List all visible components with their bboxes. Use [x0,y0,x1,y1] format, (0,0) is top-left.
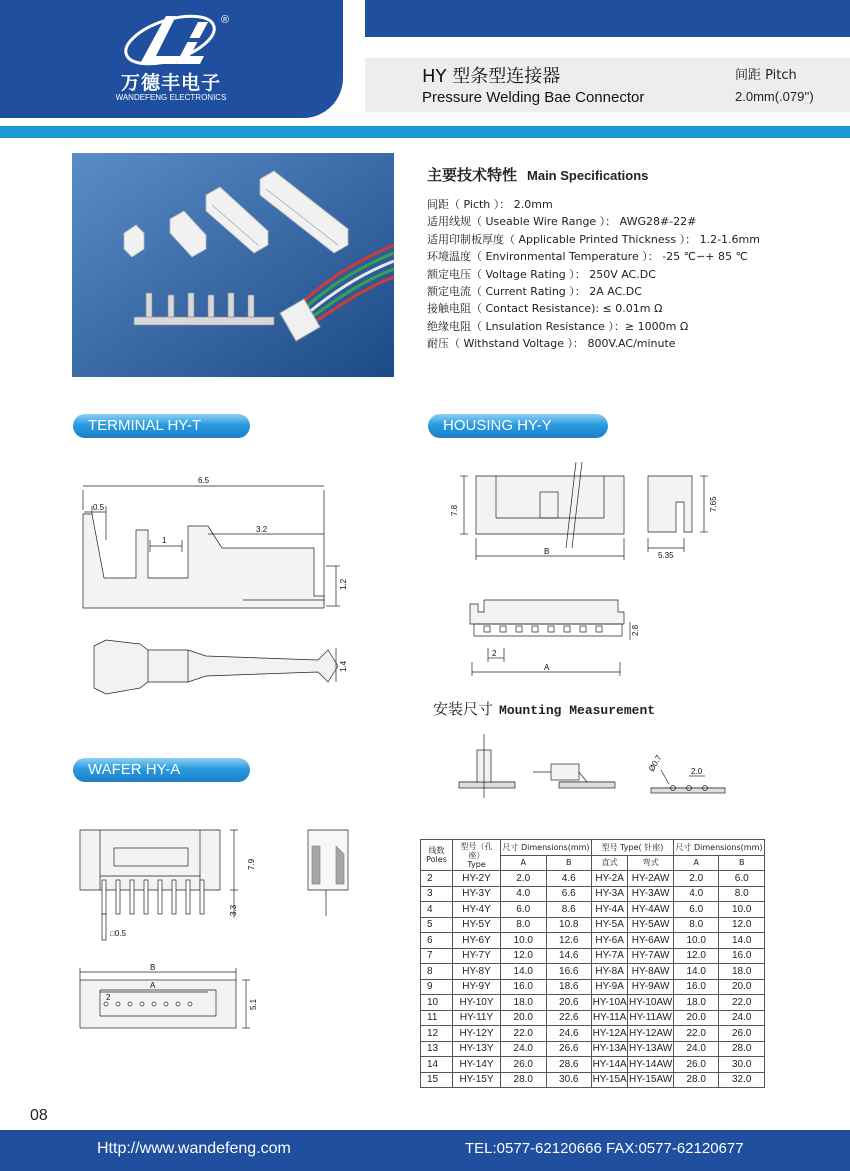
table-cell: 14.0 [719,933,765,949]
dim-housing-top-height: 2.8 [631,624,640,636]
dim-housing-height: 7.8 [450,504,459,516]
spec-item: 间距（ Picth ）： 2.0mm [427,198,553,211]
table-cell: 8.6 [546,902,592,918]
table-cell: HY-15Y [453,1072,501,1088]
table-cell: HY-11AW [628,1010,674,1026]
dim-housing-depth: 5.35 [658,551,674,560]
spec-item: 额定电压（ Voltage Rating ）： 250V AC.DC [427,267,656,281]
table-cell: HY-5Y [453,917,501,933]
dim-wafer-depth: 5.1 [249,998,258,1010]
table-cell: 26.0 [673,1057,719,1073]
dim-wafer-pitch: 2 [106,993,111,1002]
table-cell: 8.0 [719,886,765,902]
section-housing-label: HOUSING HY-Y [428,414,608,438]
table-cell: 4 [421,902,453,918]
header-b: B [546,855,592,871]
registered-mark: ® [221,14,230,26]
table-cell: HY-6Y [453,933,501,949]
table-cell: 12.6 [546,933,592,949]
product-photo [72,153,394,377]
table-cell: HY-13A [592,1041,628,1057]
table-cell: 14.0 [501,964,547,980]
table-cell: 22.0 [719,995,765,1011]
table-cell: HY-15AW [628,1072,674,1088]
table-cell: 10.0 [673,933,719,949]
table-row [421,886,765,902]
mounting-heading-cn: 安装尺寸 [433,700,494,718]
table-cell: HY-13Y [453,1041,501,1057]
table-cell: 2.0 [501,871,547,887]
table-cell: 2.0 [673,871,719,887]
table-row [421,1072,765,1088]
dim-wafer-pin-size: □0.5 [110,929,126,938]
table-cell: HY-4Y [453,902,501,918]
table-cell: 2 [421,871,453,887]
table-cell: 30.0 [719,1057,765,1073]
table-row [421,1010,765,1026]
header-type-2: 型号 Type( 针座) [592,840,674,856]
housing-drawing [448,462,748,692]
table-cell: HY-6AW [628,933,674,949]
table-cell: 6.6 [546,886,592,902]
table-cell: HY-2AW [628,871,674,887]
table-cell: 6 [421,933,453,949]
table-cell: 6.0 [501,902,547,918]
table-cell: 16.6 [546,964,592,980]
spec-item: 适用线规（ Useable Wire Range ）： AWG28#-22# [427,215,697,229]
specs-list [427,196,760,353]
table-cell: 28.0 [719,1041,765,1057]
table-cell: 22.0 [501,1026,547,1042]
table-cell: 20.0 [501,1010,547,1026]
table-cell: 14.6 [546,948,592,964]
table-cell: 18.0 [673,995,719,1011]
table-cell: HY-6A [592,933,628,949]
header-dimensions-1: 尺寸 Dimensions(mm) [501,840,592,856]
table-cell: 16.0 [719,948,765,964]
spec-item: 适用印制板厚度（ Applicable Printed Thickness ）： 1.2-1.6mm [427,232,760,246]
table-row [421,917,765,933]
dim-mount-hole: Ø0.7 [646,753,664,773]
header-a: A [501,855,547,871]
table-cell: 12 [421,1026,453,1042]
table-cell: 12.0 [501,948,547,964]
table-cell: HY-3A [592,886,628,902]
table-cell: HY-12AW [628,1026,674,1042]
section-terminal-label: TERMINAL HY-T [73,414,250,438]
spec-item: 环境温度（ Environmental Temperature ）： -25 ℃∽+ 85 ℃ [427,250,748,264]
page-title-cn: HY 型条型连接器 [422,66,561,87]
table-cell: HY-11Y [453,1010,501,1026]
table-cell: 14 [421,1057,453,1073]
table-cell: HY-4AW [628,902,674,918]
table-cell: 20.0 [673,1010,719,1026]
dim-terminal-thickness: 0.5 [93,503,105,512]
table-cell: HY-11A [592,1010,628,1026]
table-cell: 24.0 [719,1010,765,1026]
table-cell: 15 [421,1072,453,1088]
table-cell: 10 [421,995,453,1011]
table-cell: 22.6 [546,1010,592,1026]
table-cell: HY-14AW [628,1057,674,1073]
table-cell: HY-10AW [628,995,674,1011]
section-wafer-label: WAFER HY-A [73,758,250,782]
header-accent-strip [0,126,850,138]
pitch-value: 2.0mm(.079'') [735,89,814,104]
table-cell: HY-7AW [628,948,674,964]
table-row [421,995,765,1011]
spec-item: 额定电流（ Current Rating ）： 2A AC.DC [427,285,642,299]
table-cell: HY-8A [592,964,628,980]
table-cell: 28.6 [546,1057,592,1073]
table-cell: 10.0 [719,902,765,918]
dim-terminal-gap: 1 [162,536,167,545]
dim-terminal-length: 6.5 [198,476,210,485]
footer-bar [0,1130,850,1171]
table-cell: HY-3AW [628,886,674,902]
table-cell: 4.0 [501,886,547,902]
table-cell: 8 [421,964,453,980]
table-cell: 13 [421,1041,453,1057]
table-cell: HY-3Y [453,886,501,902]
table-row [421,948,765,964]
dim-terminal-height: 1.2 [339,578,348,590]
footer-contact: TEL:0577-62120666 FAX:0577-62120677 [465,1140,744,1157]
spec-item: 接触电阻（ Contact Resistance): ≤ 0.01m Ω [427,302,663,316]
table-cell: HY-12A [592,1026,628,1042]
table-cell: HY-5AW [628,917,674,933]
company-name-en: WANDEFENG ELECTRONICS [115,93,227,102]
dim-housing-b: B [544,547,550,556]
table-cell: 20.6 [546,995,592,1011]
table-cell: 16.0 [501,979,547,995]
page-title-en: Pressure Welding Bae Connector [422,89,645,106]
pitch-label: 间距 Pitch [735,68,797,83]
table-cell: 26.0 [501,1057,547,1073]
header-straight: 直式 [592,855,628,871]
table-cell: HY-7Y [453,948,501,964]
table-cell: 8.0 [501,917,547,933]
header-poles: 线数 Poles [421,840,453,871]
table-row [421,1041,765,1057]
table-cell: HY-14A [592,1057,628,1073]
table-cell: HY-4A [592,902,628,918]
table-cell: 22.0 [673,1026,719,1042]
header-top-bar [365,0,850,37]
dim-housing-pitch: 2 [492,649,497,658]
dim-wafer-b: B [150,963,156,972]
table-cell: 20.0 [719,979,765,995]
mounting-heading [433,698,655,719]
table-cell: 28.0 [501,1072,547,1088]
dimensions-table [420,839,765,1088]
table-cell: 24.0 [501,1041,547,1057]
spec-item: 耐压（ Withstand Voltage ）： 800V.AC/minute [427,337,676,351]
table-cell: 18.0 [719,964,765,980]
table-cell: 24.6 [546,1026,592,1042]
table-row [421,1057,765,1073]
table-cell: 6.0 [673,902,719,918]
table-cell: 9 [421,979,453,995]
table-cell: 7 [421,948,453,964]
company-name-cn: 万德丰电子 [120,72,221,94]
header-b: B [719,855,765,871]
dim-mount-pitch: 2.0 [691,767,703,776]
table-cell: 18.0 [501,995,547,1011]
table-row [421,964,765,980]
mounting-drawing [455,730,735,800]
table-row [421,979,765,995]
table-cell: 32.0 [719,1072,765,1088]
table-cell: 6.0 [719,871,765,887]
table-row [421,1026,765,1042]
mounting-heading-en: Mounting Measurement [499,703,656,718]
spec-item: 绝缘电阻（ Lnsulation Resistance ）：≥ 1000m Ω [427,319,689,333]
dim-wafer-pin-length: 3.3 [229,904,238,916]
page-number: 08 [30,1107,48,1124]
table-cell: 14.0 [673,964,719,980]
table-cell: 10.0 [501,933,547,949]
table-cell: 24.0 [673,1041,719,1057]
table-cell: HY-7A [592,948,628,964]
table-cell: 28.0 [673,1072,719,1088]
table-cell: 16.0 [673,979,719,995]
table-cell: 4.6 [546,871,592,887]
dim-terminal-crimp: 3.2 [256,525,268,534]
table-cell: 18.6 [546,979,592,995]
table-cell: 5 [421,917,453,933]
table-cell: HY-14Y [453,1057,501,1073]
header-a: A [673,855,719,871]
table-cell: 26.0 [719,1026,765,1042]
table-cell: HY-2A [592,871,628,887]
table-cell: 12.0 [719,917,765,933]
header-type: 型号（孔座） Type [453,840,501,871]
table-cell: HY-5A [592,917,628,933]
table-row [421,871,765,887]
dim-terminal-width: 1.4 [339,660,348,672]
table-cell: 10.8 [546,917,592,933]
table-cell: HY-2Y [453,871,501,887]
table-cell: HY-9A [592,979,628,995]
footer-website[interactable]: Http://www.wandefeng.com [97,1140,291,1157]
specs-heading [427,164,648,185]
table-cell: HY-9AW [628,979,674,995]
table-cell: 8.0 [673,917,719,933]
table-row [421,933,765,949]
table-cell: HY-8Y [453,964,501,980]
table-header-row [421,840,765,856]
company-logo-mark [120,10,220,68]
wafer-drawing [70,820,370,1070]
table-cell: 4.0 [673,886,719,902]
table-cell: HY-12Y [453,1026,501,1042]
header-dimensions-2: 尺寸 Dimensions(mm) [673,840,764,856]
table-cell: 30.6 [546,1072,592,1088]
dim-housing-a: A [544,663,550,672]
dim-wafer-height: 7.9 [247,858,256,870]
table-cell: HY-15A [592,1072,628,1088]
header-bent: 弯式 [628,855,674,871]
dim-wafer-a: A [150,981,156,990]
dim-housing-side-height: 7.65 [709,496,718,512]
table-cell: HY-9Y [453,979,501,995]
table-cell: 12.0 [673,948,719,964]
table-cell: HY-10Y [453,995,501,1011]
table-cell: 3 [421,886,453,902]
table-row [421,902,765,918]
table-cell: HY-8AW [628,964,674,980]
table-cell: 11 [421,1010,453,1026]
table-cell: 26.6 [546,1041,592,1057]
table-cell: HY-13AW [628,1041,674,1057]
table-cell: HY-10A [592,995,628,1011]
specs-heading-cn: 主要技术特性 [427,166,518,184]
specs-heading-en: Main Specifications [527,168,649,183]
terminal-drawing [70,470,360,720]
